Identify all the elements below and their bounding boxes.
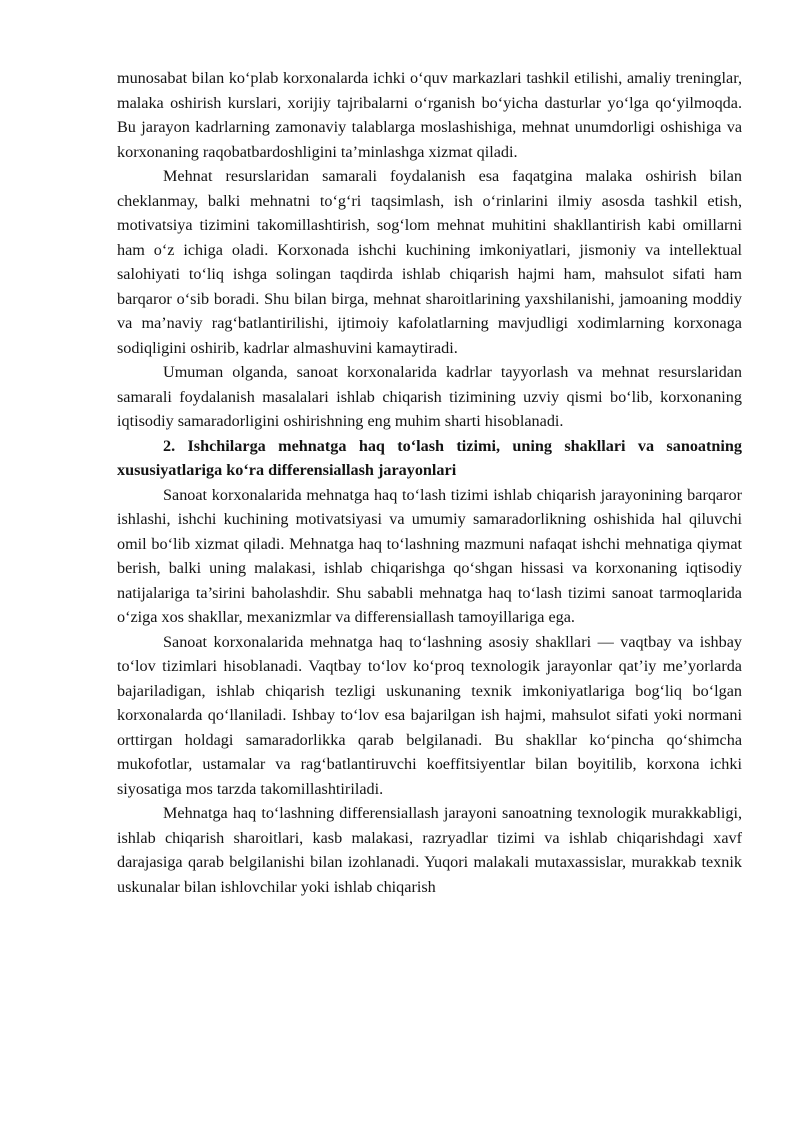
paragraph-5: Sanoat korxonalarida mehnatga haq to‘lashning asosiy shakllari — vaqtbay va ishbay to‘lov tizimlari hisoblanadi. Vaqtbay to‘lov ko‘proq texnologik jarayonlar qat’iy me’yorlarda bajariladigan, ishlab chiqarish tezligi uskunaning texnik imkoniyatlariga bog‘liq bo‘lgan korxonalarda qo‘llaniladi. Ishbay to‘lov esa bajarilgan ish hajmi, mahsulot sifati yoki normani orttirgan holdagi samaradorlikka qarab belgilanadi. Bu shakllar ko‘pincha qo‘shimcha mukofotlar, ustamalar va rag‘batlantiruvchi koeffitsiyentlar bilan boyitilib, korxona ichki siyosatiga mos tarzda takomillashtiriladi. [117, 632, 742, 798]
section-heading: 2. Ishchilarga mehnatga haq to‘lash tizimi, uning shakllari va sanoatning xususiyatlariga ko‘ra differensiallash jarayonlari [117, 436, 742, 479]
paragraph-3: Umuman olganda, sanoat korxonalarida kadrlar tayyorlash va mehnat resurslaridan samarali foydalanish masalalari ishlab chiqarish tizimining uzviy qismi bo‘lib, korxonaning iqtisodiy samaradorligini oshirishning eng muhim sharti hisoblanadi. [117, 363, 742, 430]
paragraph-2: Mehnat resurslaridan samarali foydalanish esa faqatgina malaka oshirish bilan cheklanmay, balki mehnatni to‘g‘ri taqsimlash, ish o‘rinlarini ilmiy asosda tashkil etish, motivatsiya tizimini takomillashtirish, sog‘lom mehnat muhitini shakllantirish kabi omillarni ham o‘z ichiga oladi. Korxonada ishchi kuchining imkoniyatlari, jismoniy va intellektual salohiyati to‘liq ishga solingan taqdirda ishlab chiqarish hajmi ham, mahsulot sifati ham barqaror o‘sib boradi. Shu bilan birga, mehnat sharoitlarining yaxshilanishi, jamoaning moddiy va ma’naviy rag‘batlantirilishi, ijtimoiy kafolatlarning mavjudligi xodimlarning korxonaga sodiqligini oshirib, kadrlar almashuvini kamaytiradi. [117, 167, 742, 357]
paragraph-6: Mehnatga haq to‘lashning differensiallash jarayoni sanoatning texnologik murakkabligi, ishlab chiqarish sharoitlari, kasb malakasi, razryadlar tizimi va ishlab chiqarishdagi xavf darajasiga qarab belgilanishi bilan izohlanadi. Yuqori malakali mutaxassislar, murakkab texnik uskunalar bilan ishlovchilar yoki ishlab chiqarish [117, 804, 742, 896]
paragraph-4: Sanoat korxonalarida mehnatga haq to‘lash tizimi ishlab chiqarish jarayonining barqaror ishlashi, ishchi kuchining motivatsiyasi va umumiy samaradorlikning oshishida hal qiluvchi omil bo‘lib xizmat qiladi. Mehnatga haq to‘lashning mazmuni nafaqat ishchi mehnatiga qiymat berish, balki uning malakasi, ishlab chiqarishga qo‘shgan hissasi va korxonaning iqtisodiy natijalariga ta’sirini baholashdir. Shu sababli mehnatga haq to‘lash tizimi sanoat tarmoqlarida o‘ziga xos shakllar, mexanizmlar va differensiallash tamoyillariga ega. [117, 485, 742, 626]
paragraph-1: munosabat bilan ko‘plab korxonalarda ichki o‘quv markazlari tashkil etilishi, amaliy treninglar, malaka oshirish kurslari, xorijiy tajribalarni o‘rganish bo‘yicha dasturlar yo‘lga qo‘yilmoqda. Bu jarayon kadrlarning zamonaviy talablarga moslashishiga, mehnat unumdorligi oshishiga va korxonaning raqobatbardoshligini ta’minlashga xizmat qiladi. [117, 69, 742, 161]
document-page [117, 66, 742, 899]
